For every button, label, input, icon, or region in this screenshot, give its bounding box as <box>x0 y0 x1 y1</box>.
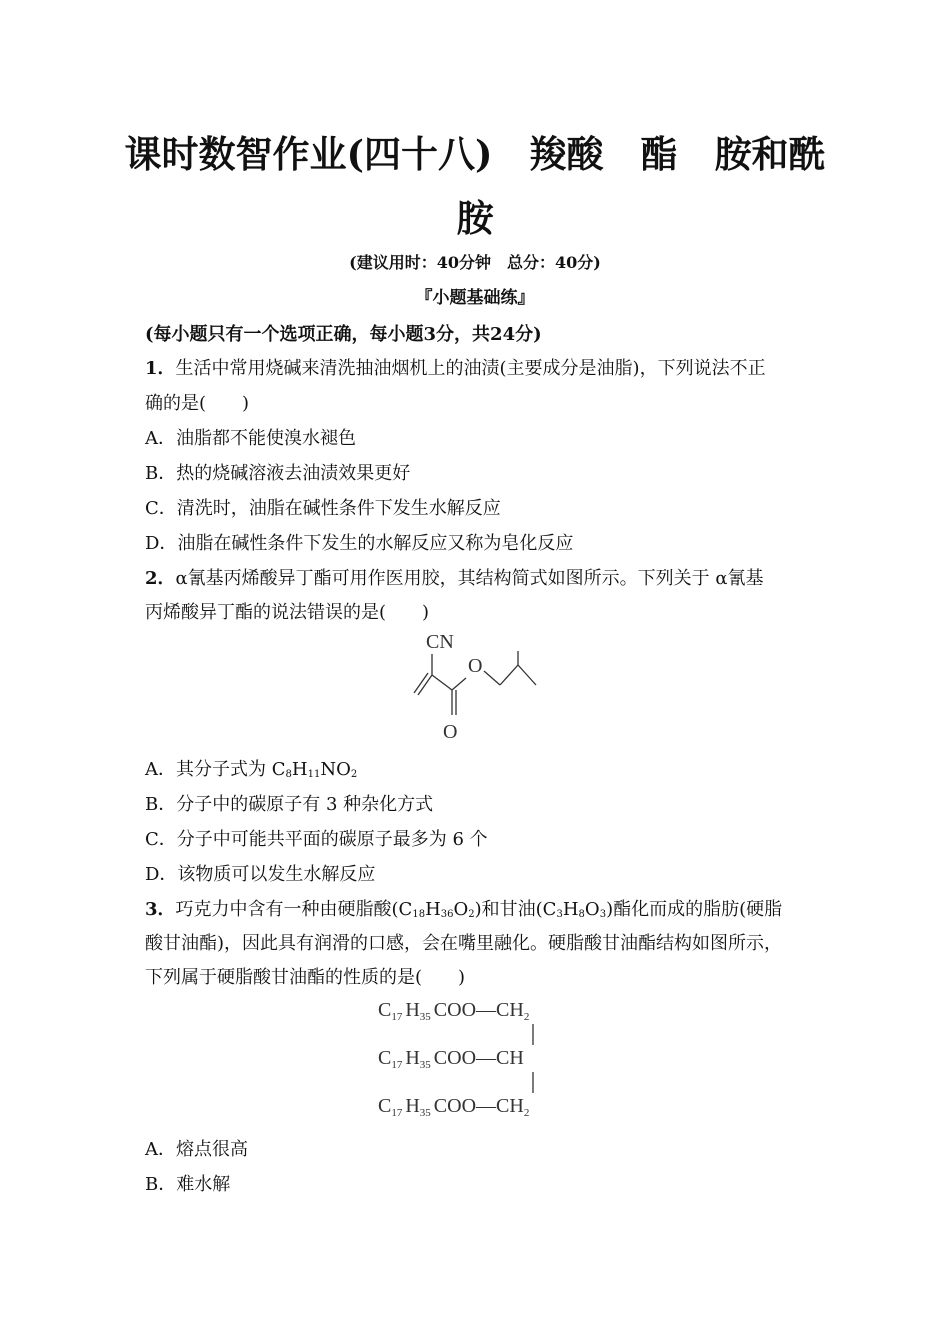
q3-stem-line3: 下列属于硬脂酸甘油酯的性质的是( ) <box>145 967 466 988</box>
q2-structure-diagram <box>400 625 560 745</box>
q1-number: 1． <box>145 358 176 379</box>
q3-option-a: A．熔点很高 <box>145 1139 248 1160</box>
row2-formula: $C_{17}$ $H_{35}$ COO—CH <box>378 1047 524 1071</box>
q3-option-b: B．难水解 <box>145 1174 231 1195</box>
q2-option-a: A．其分子式为 $C_8H_{11}NO_2$ <box>145 759 358 780</box>
q1-option-c: C．清洗时，油脂在碱性条件下发生水解反应 <box>145 498 501 519</box>
q2-option-b: B．分子中的碳原子有 3 种杂化方式 <box>145 794 434 815</box>
page-title-continued: 胺 <box>456 196 494 240</box>
q1-option-b: B．热的烧碱溶液去油渍效果更好 <box>145 463 411 484</box>
q2-option-d: D．该物质可以发生水解反应 <box>145 864 376 885</box>
q1-option-d: D．油脂在碱性条件下发生的水解反应又称为皂化反应 <box>145 533 574 554</box>
q1-option-a: A．油脂都不能使溴水褪色 <box>145 428 356 449</box>
q2-option-c: C．分子中可能共平面的碳原子最多为 6 个 <box>145 829 488 850</box>
q2-number: 2． <box>145 568 176 589</box>
q2-stem-line1 <box>145 564 764 590</box>
cn-label: CN <box>426 631 454 653</box>
q1-stem-line2: 确的是( ) <box>145 393 250 414</box>
instruction: (每小题只有一个选项正确，每小题3分，共24分) <box>145 324 542 345</box>
q3-structure-diagram <box>378 992 588 1122</box>
section-heading: 『小题基础练』 <box>415 288 535 308</box>
q3-number: 3． <box>145 899 176 920</box>
q1-stem-line1 <box>145 354 766 380</box>
ester-oxygen-label: O <box>468 655 483 677</box>
time-and-score-note: (建议用时：40分钟 总分：40分) <box>349 253 601 272</box>
q2-stem-line2: 丙烯酸异丁酯的说法错误的是( ) <box>145 602 430 623</box>
carbonyl-oxygen-label: O <box>443 721 458 743</box>
q2-stem-text: α氰基丙烯酸异丁酯可用作医用胶，其结构简式如图所示。下列关于 α氰基 <box>175 568 764 589</box>
q3-stem-line1: 3．巧克力中含有一种由硬脂酸$(C_{18}H_{36}O_2)$和甘油$(C_3H_8O_3)$酯化而成的脂肪(硬脂 <box>145 899 783 920</box>
q1-stem-text: 生活中常用烧碱来清洗抽油烟机上的油渍(主要成分是油脂)，下列说法不正 <box>175 358 766 379</box>
row1-formula: $C_{17}$ $H_{35}$ $COO—CH_2$ <box>378 999 530 1023</box>
page-title: 课时数智作业(四十八) 羧酸 酯 胺和酰 <box>124 132 826 176</box>
row3-formula: $C_{17}$ $H_{35}$ $COO—CH_2$ <box>378 1095 530 1119</box>
q3-stem-line2: 酸甘油酯)，因此具有润滑的口感，会在嘴里融化。硬脂酸甘油酯结构如图所示， <box>145 933 783 954</box>
